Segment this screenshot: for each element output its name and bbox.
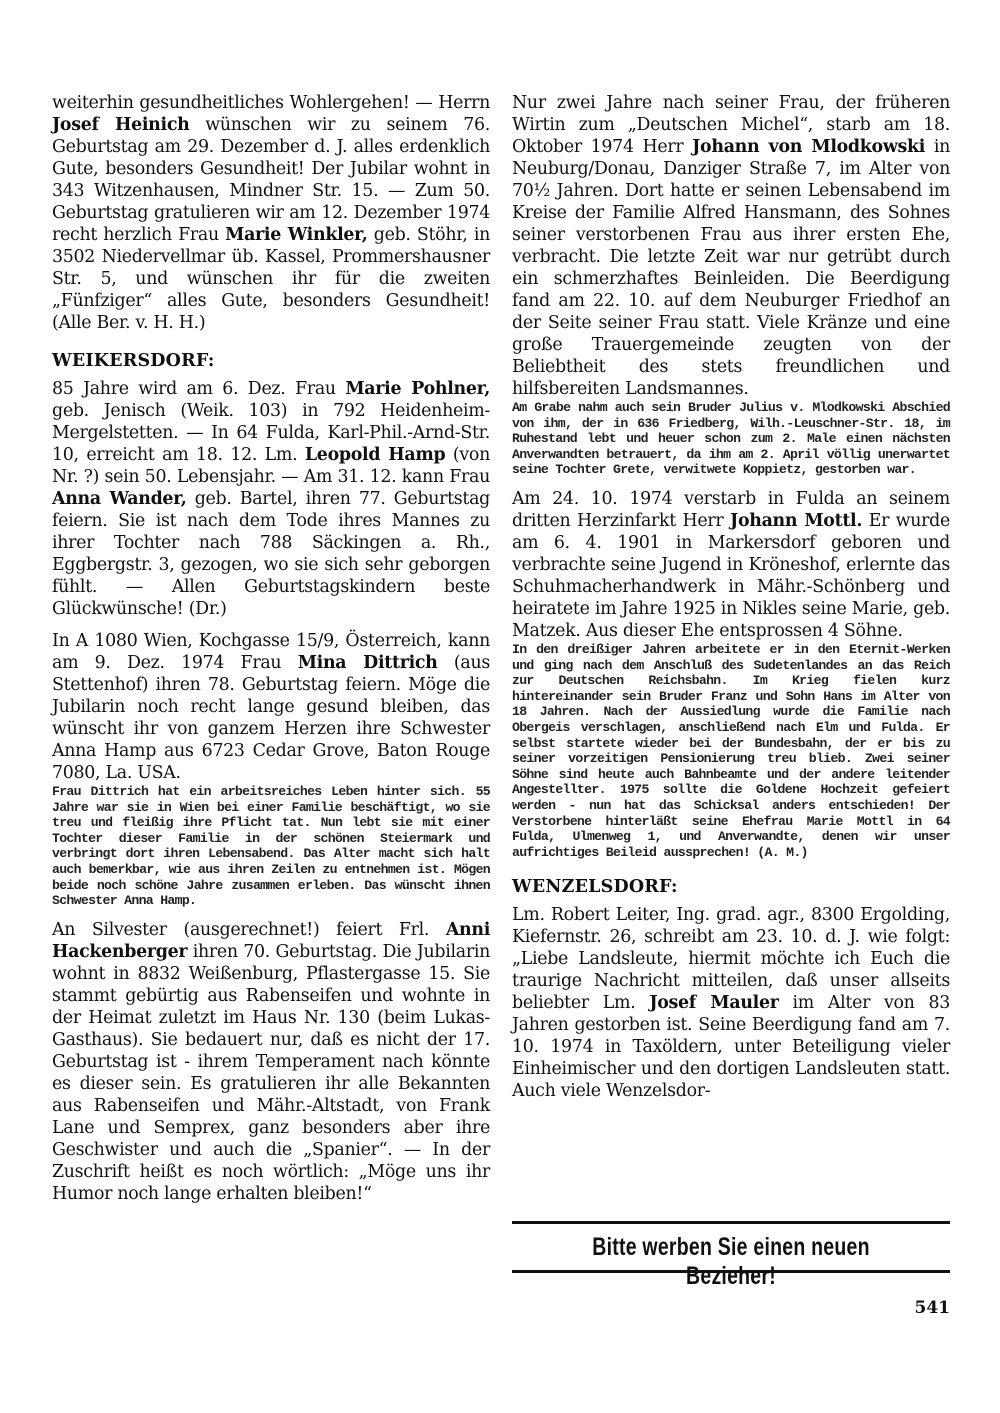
article-dittrich-note: Frau Dittrich hat ein arbeitsreiches Leben hinter sich. 55 Jahre war sie in Wien bei einer Familie beschäftigt, wo sie treu und fleißig ihre Pflicht tat. Nun lebt sie mit einer Tochter dieser Familie in der schönen Steiermark und verbringt dort ihren Lebensabend. Das Alter macht sich halt auch bemerkbar, wie aus ihren Zeilen zu entnehmen ist. Mögen beide noch schöne Jahre zusammen erleben. Das wünscht ihnen Schwester Anna Hamp. xyxy=(52,784,490,909)
bold-name: Josef Mauler xyxy=(649,993,779,1014)
heading-wenzelsdorf: WENZELSDORF: xyxy=(512,877,678,898)
banner-top-rule xyxy=(512,1221,950,1224)
bold-name: Johann Mottl. xyxy=(730,510,863,531)
article-mottl-note: In den dreißiger Jahren arbeitete er in den Eternit-Werken und ging nach dem Anschluß des Sudetenlandes an das Reich zur Deutschen Reichsbahn. Im Krieg fielen kurz hintereinander sein Bruder Franz und Sohn Hans im Alter von 18 Jahren. Nach der Aussiedlung wurde die Familie nach Obergeis verschlagen, anschließend nach Elm und Fulda. Er selbst startete wieder bei der Bundesbahn, der er bis zu seiner vorzeitigen Pensionierung treu blieb. Zwei seiner Söhne sind heute auch Bahnbeamte und der andere leitender Angestellter. 1975 sollte die Goldene Hochzeit gefeiert werden - nun hat das Schicksal anders entschieden! Der Verstorbene hinterläßt seine Ehefrau Marie Mottl in 64 Fulda, Ulmenweg 1, und Anverwandte, denen wir unser aufrichtiges Beileid aussprechen! (A. M.) xyxy=(512,641,950,860)
bold-name: Mina Dittrich xyxy=(297,653,438,673)
article-heinich-winkler: weiterhin gesundheitliches Wohlergehen! — Herrn Josef Heinich wünschen wir zu seinem 76. Geburtstag am 29. Dezember d. J. alles erdenklich Gute, besonders Gesundheit! Der Jubilar wohnt in 343 Witzenhausen, Mindner Str. 15. — Zum 50. Geburtstag gratulieren wir am 12. Dezember 1974 recht herzlich Frau Marie Winkler, geb. Stöhr, in 3502 Niedervellmar üb. Kassel, Prommershausner Str. 5, und wünschen ihr für die zweiten „Fünfziger“ alles Gute, besonders Gesundheit! (Alle Ber. v. H. H.) xyxy=(52,93,490,333)
article-mottl: Am 24. 10. 1974 verstarb in Fulda an seinem dritten Herzinfarkt Herr Johann Mottl. Er wurde am 6. 4. 1901 in Markersdorf geboren und verbrachte seine Jugend in Kröneshof, erlernte das Schuhmacherhandwerk in Mähr.-Schönberg und heiratete im Jahre 1925 in Nikles seine Marie, geb. Matzek. Aus dieser Ehe entsprossen 4 Söhne. xyxy=(512,488,950,641)
bold-name: Johann von Mlodkowski xyxy=(692,137,926,157)
heading-weikersdorf: WEIKERSDORF: xyxy=(52,351,215,371)
page-number: 541 xyxy=(914,1298,950,1318)
left-column xyxy=(52,92,490,1205)
article-mlodkowski: Nur zwei Jahre nach seiner Frau, der früheren Wirtin zum „Deutschen Michel“, starb am 18. Oktober 1974 Herr Johann von Mlodkowski in Neuburg/Donau, Danziger Straße 7, im Alter von 70½ Jahren. Dort hatte er seinen Lebensabend im Kreise der Familie Alfred Hansmann, des Sohnes seiner verstorbenen Frau aus ihrer ersten Ehe, verbracht. Die letzte Zeit war nur getrübt durch ein schmerzhaftes Beinleiden. Die Beerdigung fand am 22. 10. auf dem Neuburger Friedhof an der Seite seiner Frau statt. Viele Kränze und eine große Trauergemeinde zeugten von der Beliebtheit des stets freundlichen und hilfsbereiten Landsmannes. xyxy=(512,93,950,399)
banner-bottom-rule xyxy=(512,1270,950,1273)
article-dittrich: In A 1080 Wien, Kochgasse 15/9, Österreich, kann am 9. Dez. 1974 Frau Mina Dittrich (aus Stettenhof) ihren 78. Geburtstag feiern. Möge die Jubilarin noch recht lange gesund bleiben, das wünscht ihr von ganzem Herzen ihre Schwester Anna Hamp aus 6723 Cedar Grove, Baton Rouge 7080, La. USA. xyxy=(52,631,490,783)
bold-name: Marie Pohlner, xyxy=(345,379,490,399)
right-column xyxy=(512,92,950,1102)
bold-name: Anni Hackenberger xyxy=(52,919,490,962)
bold-name: Anna Wander, xyxy=(52,489,187,509)
article-hackenberger: An Silvester (ausgerechnet!) feiert Frl. Anni Hackenberger ihren 70. Geburtstag. Die Jubilarin wohnt in 8832 Weißenburg, Pflastergasse 15. Sie stammt gebürtig aus Rabenseifen und wohnte in der Heimat zuletzt im Haus Nr. 130 (beim Lukas-Gasthaus). Sie bedauert nur, daß es nicht der 17. Geburtstag ist - ihrem Temperament nach könnte es dieser sein. Es gratulieren ihr alle Bekannten aus Rabenseifen und Mähr.-Altstadt, von Frank Lane und Semprex, ganz besonders aber ihre Geschwister und auch die „Spanier“. — In der Zuschrift heißt es noch wörtlich: „Möge uns ihr Humor noch lange erhalten bleiben!“ xyxy=(52,919,490,1204)
bold-name: Leopold Hamp xyxy=(304,445,446,465)
article-mlodkowski-note: Am Grabe nahm auch sein Bruder Julius v. Mlodkowski Abschied von ihm, der in 636 Friedberg, Wilh.-Leuschner-Str. 18, im Ruhestand lebt und heuer schon zum 2. Male einen nächsten Anverwandten betrauert, da ihm am 2. April völlig unerwartet seine Tochter Grete, verwitwete Koppietz, gestorben war. xyxy=(512,400,950,478)
bold-name: Marie Winkler, xyxy=(225,225,368,245)
article-weikersdorf-birthdays: 85 Jahre wird am 6. Dez. Frau Marie Pohlner, geb. Jenisch (Weik. 103) in 792 Heidenheim-Mergelstetten. — In 64 Fulda, Karl-Phil.-Arnd-Str. 10, erreicht am 18. 12. Lm. Leopold Hamp (von Nr. ?) sein 50. Lebensjahr. — Am 31. 12. kann Frau Anna Wander, geb. Bartel, ihren 77. Geburtstag feiern. Sie ist nach dem Tode ihres Mannes zu ihrer Tochter nach 788 Säckingen a. Rh., Eggbergstr. 3, gezogen, wo sie sich sehr geborgen fühlt. — Allen Geburtstagskindern beste Glückwünsche! (Dr.) xyxy=(52,379,491,619)
article-mauler: Lm. Robert Leiter, Ing. grad. agr., 8300 Ergolding, Kiefernstr. 26, schreibt am 23. 10. d. J. wie folgt: „Liebe Landsleute, hiermit möchte ich Euch die traurige Nachricht mitteilen, daß unser allseits beliebter Lm. Josef Mauler im Alter von 83 Jahren gestorben ist. Seine Beerdigung fand am 7. 10. 1974 in Taxöldern, unter Beteiligung vieler Einheimischer und den dortigen Landsleuten statt. Auch viele Wenzelsdor- xyxy=(512,905,950,1102)
bold-name: Josef Heinich xyxy=(52,115,190,135)
subscriber-banner: Bitte werben Sie einen neuen Bezieher! xyxy=(592,1233,870,1290)
